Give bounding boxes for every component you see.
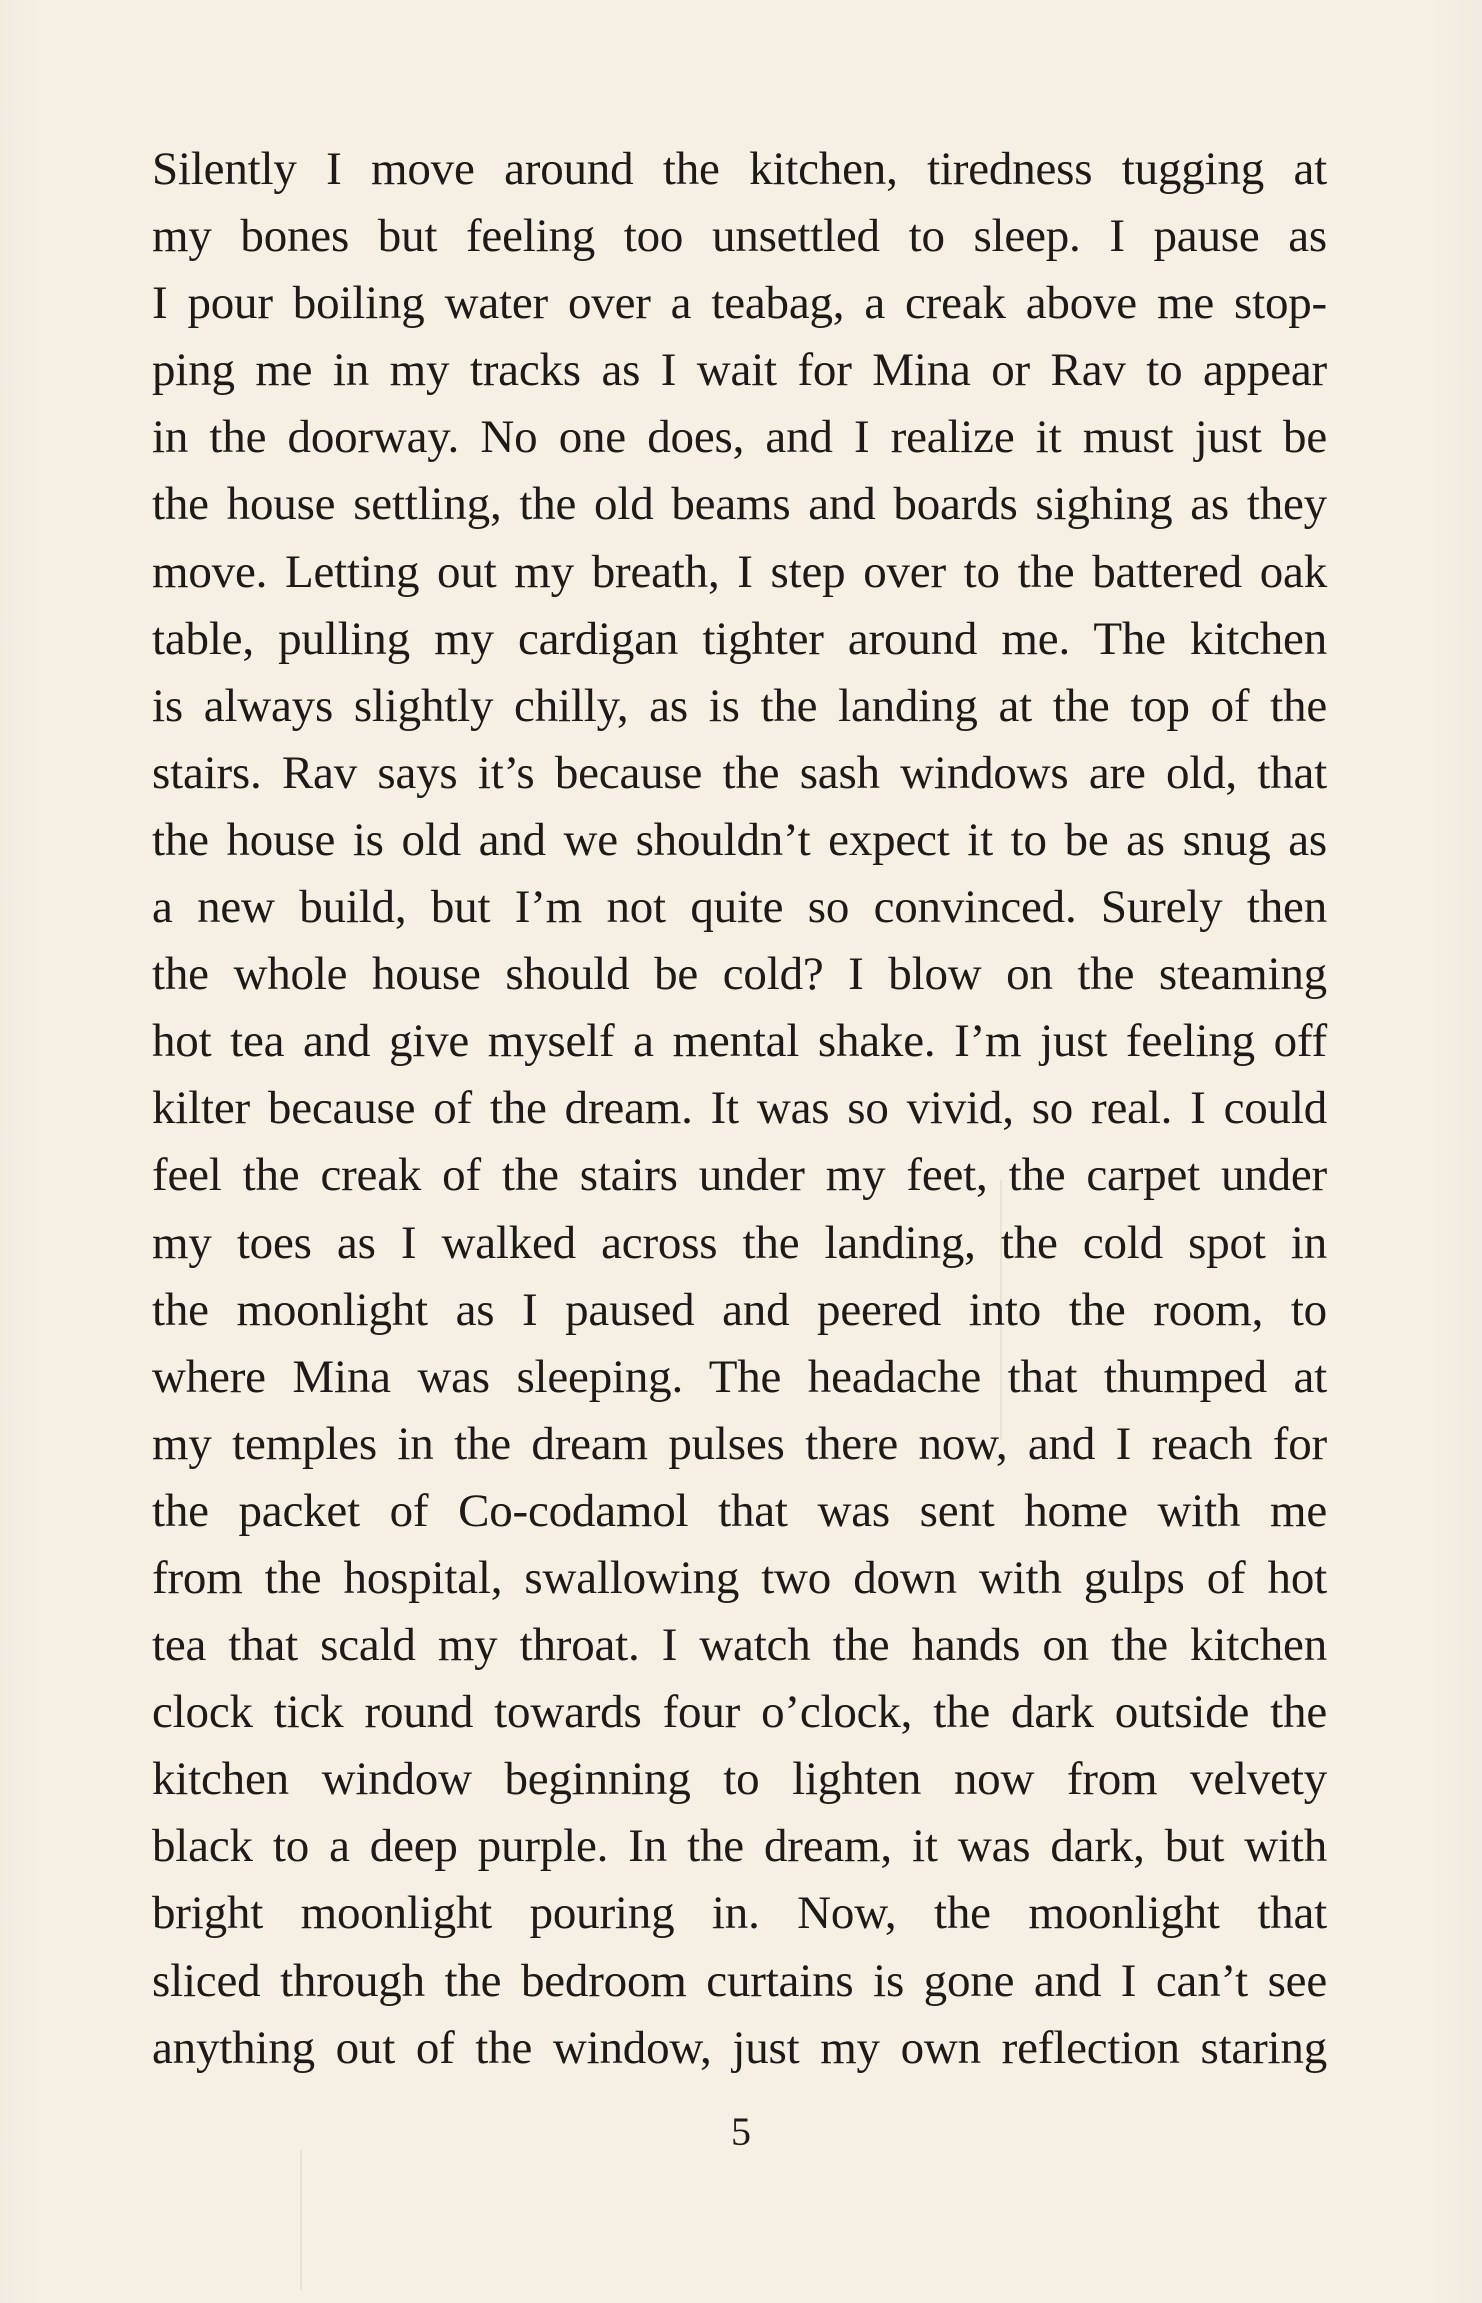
text-line: my toes as I walked across the landing, the cold spot in <box>152 1216 1327 1269</box>
text-line: anything out of the window, just my own reflection staring <box>152 2021 1327 2074</box>
text-line: Silently I move around the kitchen, tiredness tugging at <box>152 143 1327 195</box>
text-line: kitchen window beginning to lighten now from velvety <box>152 1753 1327 1806</box>
text-line: in the doorway. No one does, and I realize it must just be <box>152 411 1327 464</box>
paper-crease <box>300 2150 302 2290</box>
page-number: 5 <box>731 2109 751 2154</box>
text-line: ping me in my tracks as I wait for Mina or Rav to appear <box>152 344 1327 397</box>
body-text <box>152 136 1327 2082</box>
text-line: the house is old and we shouldn’t expect it to be as snug as <box>152 813 1327 866</box>
text-line: hot tea and give myself a mental shake. I’m just feeling off <box>152 1015 1327 1068</box>
text-line: from the hospital, swallowing two down with gulps of hot <box>152 1551 1327 1604</box>
text-line: feel the creak of the stairs under my feet, the carpet under <box>152 1149 1327 1202</box>
text-line: black to a deep purple. In the dream, it was dark, but with <box>152 1820 1327 1873</box>
text-line: kilter because of the dream. It was so vivid, so real. I could <box>152 1082 1327 1135</box>
text-line: the packet of Co-codamol that was sent home with me <box>152 1484 1327 1537</box>
text-line: stairs. Rav says it’s because the sash windows are old, that <box>152 746 1327 799</box>
text-line: the moonlight as I paused and peered into the room, to <box>152 1283 1327 1336</box>
text-line: bright moonlight pouring in. Now, the moonlight that <box>152 1887 1327 1940</box>
text-line: tea that scald my throat. I watch the hands on the kitchen <box>152 1619 1327 1672</box>
text-line: is always slightly chilly, as is the landing at the top of the <box>152 679 1327 732</box>
text-line: table, pulling my cardigan tighter around me. The kitchen <box>152 612 1327 665</box>
text-line: where Mina was sleeping. The headache that thumped at <box>152 1350 1327 1403</box>
text-line: a new build, but I’m not quite so convinced. Surely then <box>152 881 1327 934</box>
text-line: sliced through the bedroom curtains is gone and I can’t see <box>152 1954 1327 2007</box>
text-line: my temples in the dream pulses there now, and I reach for <box>152 1417 1327 1470</box>
text-line: move. Letting out my breath, I step over to the battered oak <box>152 545 1327 598</box>
text-line: the house settling, the old beams and boards sighing as they <box>152 478 1327 531</box>
text-line: the whole house should be cold? I blow on the steaming <box>152 948 1327 1001</box>
text-line: my bones but feeling too unsettled to sleep. I pause as <box>152 210 1327 263</box>
text-line: I pour boiling water over a teabag, a creak above me stop- <box>152 277 1327 330</box>
text-line: clock tick round towards four o’clock, the dark outside the <box>152 1686 1327 1739</box>
